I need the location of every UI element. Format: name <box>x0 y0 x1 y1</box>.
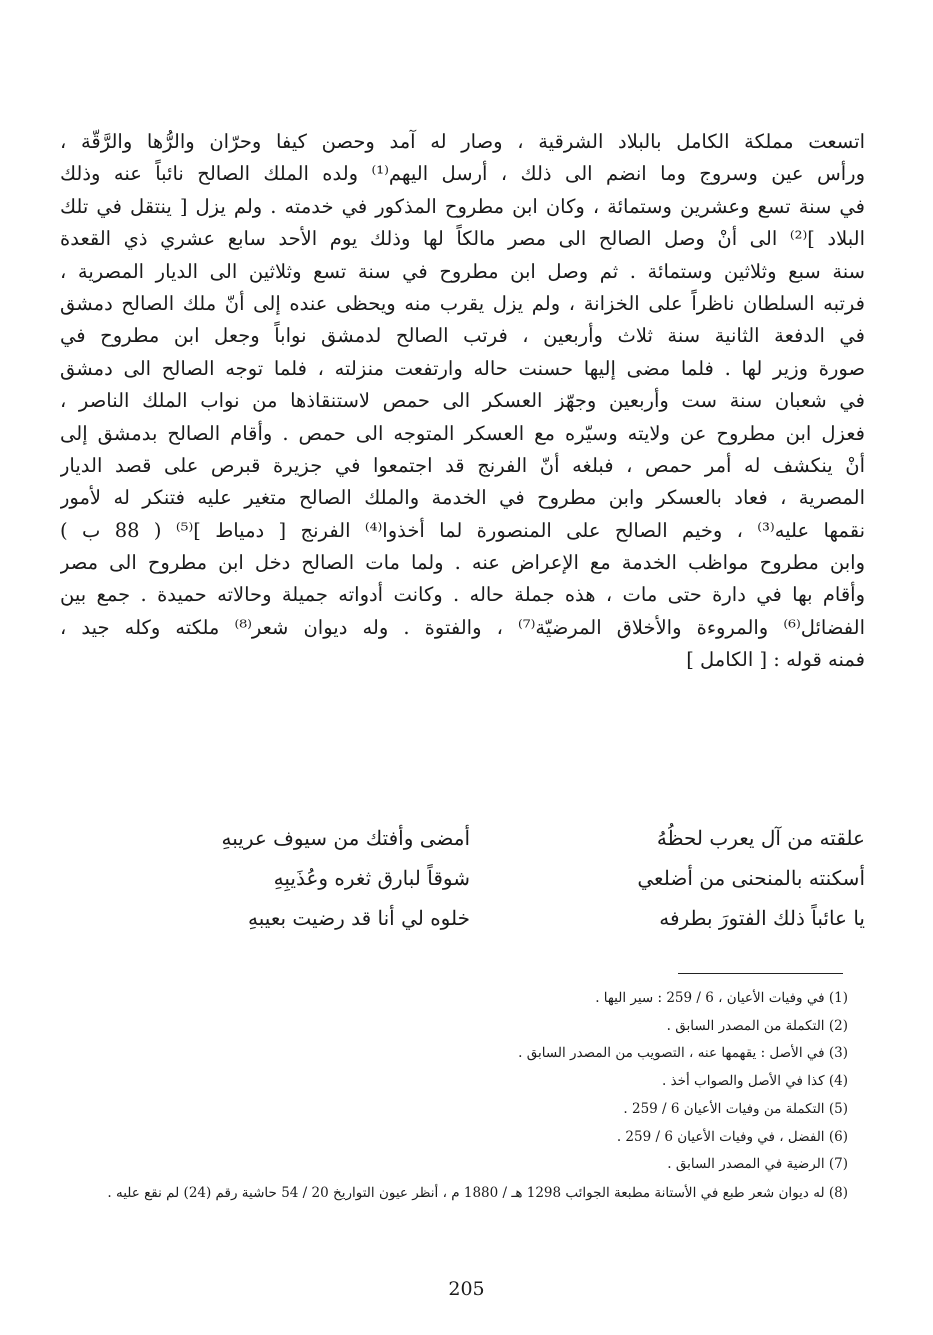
footnote: (5) التكملة من وفيات الأعيان 6 / 259 . <box>623 1100 848 1117</box>
footnote: (6) الفضل ، في وفيات الأعيان 6 / 259 . <box>616 1128 848 1145</box>
text-line: البلاد ]⁽²⁾ الى أنْ وصل الصالح الى مصر مالكاً لها وذلك يوم الأحد سابع عشري ذي القعدة <box>60 227 865 251</box>
text-line: الفضائل⁽⁶⁾ والمروءة والأخلاق المرضيّة⁽⁷⁾ ، والفتوة . وله ديوان شعر⁽⁸⁾ ملكته وكله جيد ، <box>60 615 865 639</box>
main-text-block <box>60 126 865 677</box>
footnote-separator <box>678 973 843 974</box>
text-line: فعزل ابن مطروح عن ولايته وسيّره مع العسكر المتوجه الى حمص . وأقام الصالح بدمشق إلى <box>60 421 865 445</box>
verse-first-hemistich: يا عائباً ذلك الفتورَ بطرفه <box>659 906 865 930</box>
footnotes <box>60 985 848 1204</box>
footnote: (2) التكملة من المصدر السابق . <box>666 1017 848 1034</box>
verse-second-hemistich: خلوه لي أنا قد رضيت بعيبهِ <box>248 906 470 930</box>
text-line: أنْ ينكشف له أمر حمص ، فبلغه أنّ الفرنج قد اجتمعوا في جزيرة قبرص على قصد الديار <box>60 453 865 477</box>
text-line: اتسعت مملكة الكامل بالبلاد الشرقية ، وصار له آمد وحصن كيفا وحرّان والرُّها والرَّقّة ، <box>60 130 865 153</box>
footnote: (3) في الأصل : يقهمها عنه ، التصويب من المصدر السابق . <box>518 1045 848 1062</box>
footnote: (1) في وفيات الأعيان ، 6 / 259 : سير اليها . <box>595 990 848 1006</box>
text-line: فرتبه السلطان ناظراً على الخزانة ، ولم يزل يقرب منه ويحظى عنده إلى أنّ ملك الصالح دمشق <box>60 291 865 315</box>
verse-line <box>60 858 865 898</box>
text-line: المصرية ، فعاد بالعسكر وابن مطروح في الخدمة والملك الصالح متغير عليه فتنكر له لأمور <box>60 486 865 510</box>
footnote: (4) كذا في الأصل والصواب أخذ . <box>662 1073 848 1090</box>
verse-line <box>60 898 865 938</box>
page-number: 205 <box>448 1278 485 1300</box>
verse-second-hemistich: أمضى وأفتك من سيوف عريبهِ <box>221 826 470 850</box>
verse-second-hemistich: شوقاً لبارق ثغره وعُذَيبِهِ <box>273 866 470 890</box>
text-line: سنة سبع وثلاثين وستمائة . ثم وصل ابن مطروح في سنة تسع وثلاثين الى الديار المصرية ، <box>60 259 865 283</box>
verse-first-hemistich: علقته من آل يعرب لحظُهُ <box>656 826 865 850</box>
text-line: وأقام بها في دارة حتى مات ، هذه جملة حاله . وكانت أدواته جميلة وحالاته حميدة . جمع بين <box>60 583 865 607</box>
footnote: (8) له ديوان شعر طبع في الأستانة مطبعة الجوائب 1298 هـ / 1880 م ، أنظر عيون التواريخ 20 / 54 حاشية رقم (24) لم نقع عليه . <box>107 1184 848 1201</box>
text-line: في سنة تسع وعشرين وستمائة ، وكان ابن مطروح المذكور في خدمته . ولم يزل [ ينتقل في تلك <box>60 194 865 218</box>
text-line: في الدفعة الثانية سنة ثلاث وأربعين ، فرتب الصالح لدمشق نواباً وجعل ابن مطروح في <box>60 324 865 348</box>
verse-line <box>60 818 865 858</box>
text-line: في شعبان سنة ست وأربعين وجهّز العسكر الى حمص لاستنقاذها من نواب الملك الناصر ، <box>60 389 865 413</box>
footnote: (7) الرضية في المصدر السابق . <box>667 1156 848 1173</box>
text-line: نقمها عليه⁽³⁾ ، وخيم الصالح على المنصورة لما أخذوا⁽⁴⁾ الفرنج [ دمياط ]⁽⁵⁾ ( 88 ب ) <box>60 518 865 542</box>
text-line: وابن مطروح مواظب الخدمة مع الإعراض عنه . ولما مات الصالح دخل ابن مطروح الى مصر <box>60 551 865 575</box>
text-line: فمنه قوله : [ الكامل ] <box>686 648 865 672</box>
poem-verses <box>60 818 865 938</box>
text-line: صورة وزير لها . فلما مضى إليها حسنت حاله وارتفعت منزلته ، فلما توجه الصالح الى دمشق <box>60 356 865 380</box>
text-line: ورأس عين وسروج وما انضم الى ذلك ، أرسل اليهم⁽¹⁾ ولده الملك الصالح نائباً عنه وذلك <box>60 162 865 186</box>
verse-first-hemistich: أسكنته بالمنحنى من أضلعي <box>637 866 865 890</box>
